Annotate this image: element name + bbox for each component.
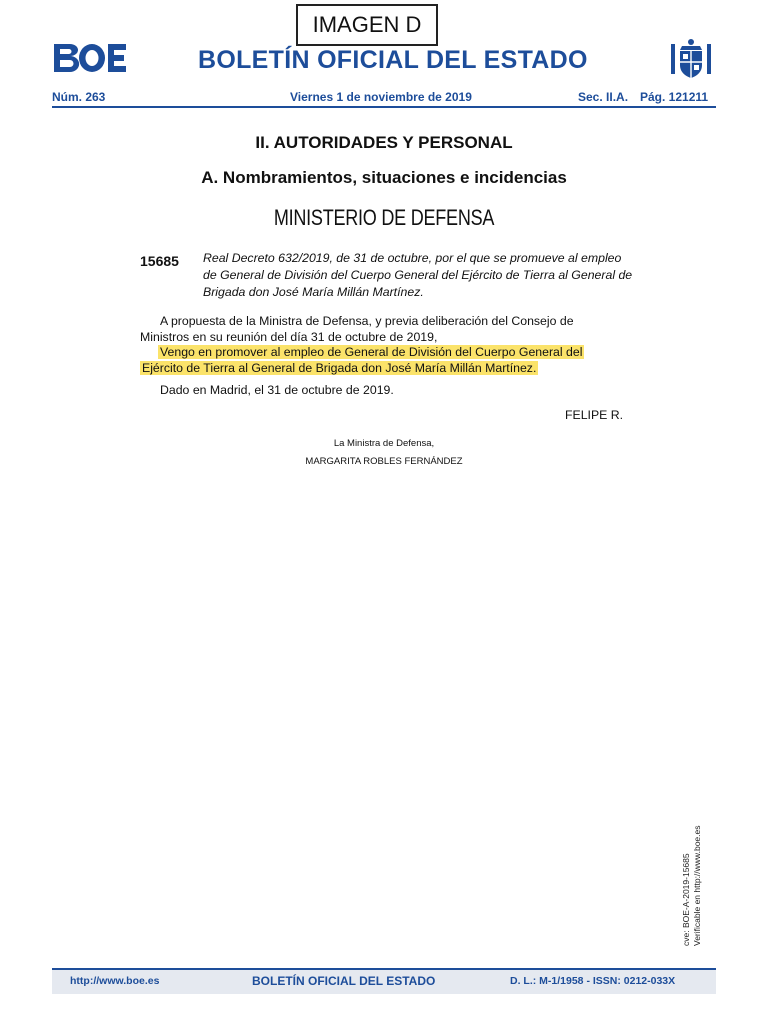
section-heading: II. AUTORIDADES Y PERSONAL [255,133,513,152]
issue-number: Núm. 263 [52,90,106,104]
verification-url: Verificable en http://www.boe.es [692,825,702,946]
paragraph-proposal-text: A propuesta de la Ministra de Defensa, y previa deliberación del Consejo de Ministros en su reunión del día 31 de octubre de 2019, [140,314,574,344]
signatory-name: MARGARITA ROBLES FERNÁNDEZ [305,456,463,467]
publication-title: BOLETÍN OFICIAL DEL ESTADO [198,46,588,74]
entry-number: 15685 [140,253,179,269]
header-divider [52,106,716,108]
section-code: Sec. II.A. [578,90,629,104]
image-label: IMAGEN D [312,12,422,37]
page-number: Pág. 121211 [640,90,709,104]
entry-summary: Real Decreto 632/2019, de 31 de octubre, por el que se promueve al empleo de General de División del Cuerpo General del Ejército de Tierra al General de Brigada don José María Millán Martínez. [203,251,633,299]
signatory-role: La Ministra de Defensa, [333,438,435,449]
image-label-box [296,4,438,46]
footer-legal: D. L.: M-1/1958 - ISSN: 0212-033X [510,975,676,987]
verification-note [681,826,703,947]
paragraph-decree [140,344,626,376]
issued-place-date: Dado en Madrid, el 31 de octubre de 2019. [160,383,394,397]
boe-logo [52,42,128,74]
footer-title: BOLETÍN OFICIAL DEL ESTADO [252,974,436,988]
issue-date: Viernes 1 de noviembre de 2019 [290,90,472,104]
footer-url[interactable]: http://www.boe.es [70,975,160,987]
ministry-heading: MINISTERIO DE DEFENSA [273,205,495,230]
paragraph-proposal [140,313,626,345]
coat-of-arms-icon [668,36,714,82]
highlighted-decree-text: Vengo en promover al empleo de General de División del Cuerpo General del Ejército de Tierra al General de Brigada don José María Millán Martínez. [142,345,583,375]
royal-signature: FELIPE R. [565,408,624,422]
subsection-heading: A. Nombramientos, situaciones e incidencias [201,168,567,187]
cve-code: cve: BOE-A-2019-15685 [681,853,691,946]
